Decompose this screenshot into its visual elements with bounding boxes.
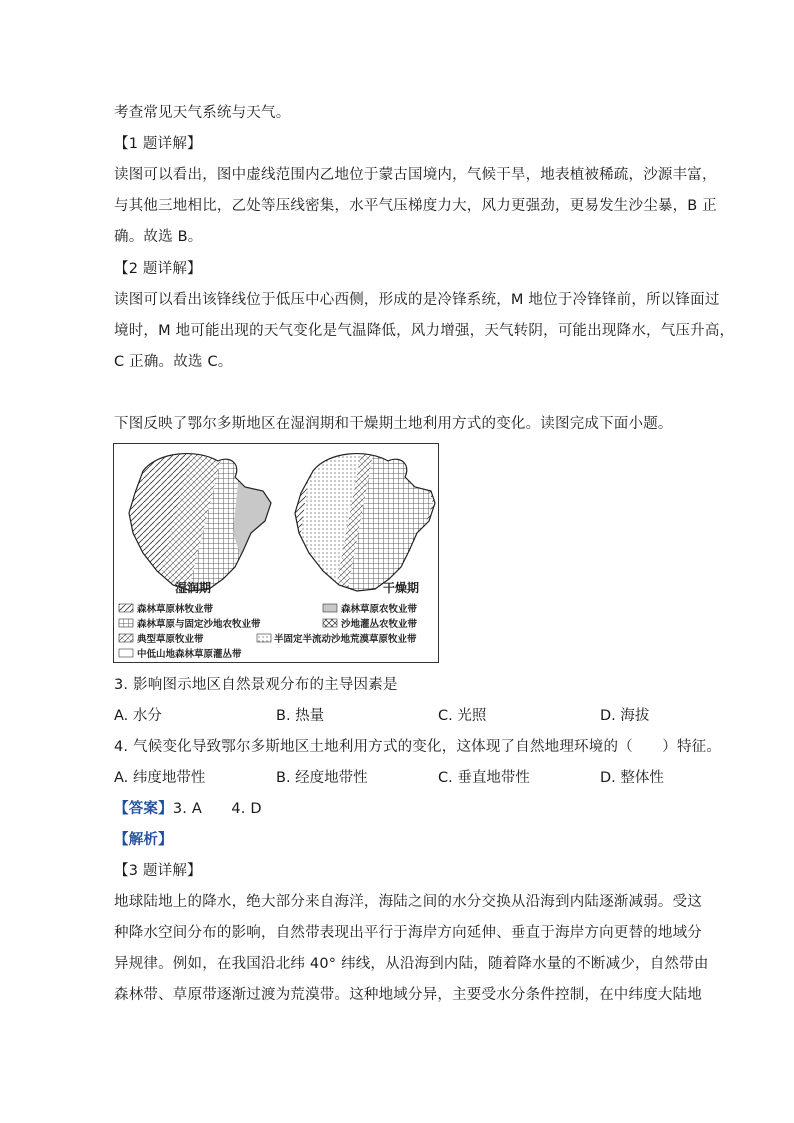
analysis-tag: 【解析】 (114, 832, 173, 848)
intro-line: 考查常见天气系统与天气。 (114, 105, 291, 121)
q4-option-b: B. 经度地带性 (276, 770, 368, 786)
q3-heading: 【3 题详解】 (114, 863, 202, 879)
legend-item: 中低山地森林草原灌丛带 (137, 649, 242, 660)
answer-tag: 【答案】 (114, 801, 173, 817)
q2-line-1: 读图可以看出该锋线位于低压中心西侧，形成的是冷锋系统，M 地位于冷锋锋前，所以锋面过 (114, 292, 720, 308)
q3-option-b: B. 热量 (276, 708, 325, 724)
dry-period-label: 干燥期 (383, 581, 420, 595)
q3-text: 3. 影响图示地区自然景观分布的主导因素是 (114, 677, 398, 693)
legend-item: 半固定半流动沙地荒漠草原牧业带 (274, 634, 417, 645)
q1-line-2: 与其他三地相比，乙处等压线密集，水平气压梯度力大，风力更强劲，更易发生沙尘暴，B 正 (114, 198, 717, 214)
q1-line-1: 读图可以看出，图中虚线范围内乙地位于蒙古国境内，气候干旱，地表植被稀疏，沙源丰富， (114, 167, 717, 183)
q3-option-a: A. 水分 (114, 708, 162, 724)
q3-explain-line-4: 森林带、草原带逐渐过渡为荒漠带。这种地域分异，主要受水分条件控制，在中纬度大陆地 (114, 987, 702, 1003)
legend-item: 森林草原农牧业带 (341, 604, 418, 615)
legend-item: 森林草原与固定沙地农牧业带 (137, 619, 261, 630)
answer-text: 3. A 4. D (172, 801, 262, 817)
q2-line-2: 境时，M 地可能出现的天气变化是气温降低，风力增强，天气转阴，可能出现降水，气压升高， (114, 323, 735, 339)
q3-option-d: D. 海拔 (600, 708, 650, 724)
q3-option-c: C. 光照 (438, 708, 487, 724)
q4-text: 4. 气候变化导致鄂尔多斯地区土地利用方式的变化，这体现了自然地理环境的（ ）特征。 (114, 739, 722, 755)
question-stem: 下图反映了鄂尔多斯地区在湿润期和干燥期土地利用方式的变化。读图完成下面小题。 (114, 416, 673, 432)
q4-option-a: A. 纬度地带性 (114, 770, 206, 786)
q4-option-d: D. 整体性 (600, 770, 664, 786)
q1-heading: 【1 题详解】 (114, 136, 202, 152)
q4-option-c: C. 垂直地带性 (438, 770, 530, 786)
land-use-figure (113, 443, 439, 663)
q2-heading: 【2 题详解】 (114, 261, 202, 277)
answer-line (114, 799, 262, 819)
q3-explain-line-1: 地球陆地上的降水，绝大部分来自海洋，海陆之间的水分交换从沿海到内陆逐渐减弱。受这 (114, 894, 702, 910)
legend-item: 森林草原林牧业带 (137, 604, 214, 615)
q1-line-3: 确。故选 B。 (114, 229, 203, 245)
q3-explain-line-2: 种降水空间分布的影响，自然带表现出平行于海岸方向延伸、垂直于海岸方向更替的地域分 (114, 925, 702, 941)
legend-item: 典型草原牧业带 (137, 634, 204, 645)
legend-item: 沙地灌丛农牧业带 (341, 619, 418, 630)
q3-explain-line-3: 异规律。例如，在我国沿北纬 40° 纬线，从沿海到内陆，随着降水量的不断减少，自然带由 (114, 956, 709, 972)
q2-line-3: C 正确。故选 C。 (114, 354, 233, 370)
wet-period-label: 湿润期 (175, 581, 212, 595)
